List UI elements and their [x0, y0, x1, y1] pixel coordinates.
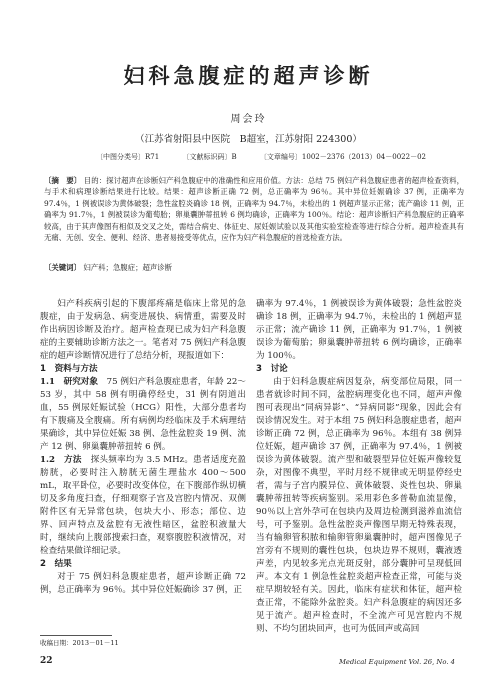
- body-paragraph: [256, 298, 462, 363]
- paragraph-text: 由于妇科急腹症病因复杂，病变部位局限，同一患者就诊时间不同，盆腔病理变化也不同，超声声像图可表现出“同病异影”、“异病同影”现象，因此会有误诊情况发生。对于本组 75 例妇科急腹症患者，超声诊断正确 72 例，总正确率为 96％。本组有 38 例异位妊娠，超声确诊 37 例，正确率为 97.4％，1 例被误诊为黄体破裂。流产型和破裂型异位妊娠声像较复杂，对图像不典型，平时月经不规律或无明显停经史者，需与子宫内膜异位、黄体破裂、炎性包块、卵巢囊肿蒂扭转等疾病鉴别。采用彩色多普勒血流显像，90％以上宫外孕可在包块内及周边检测到滋养血流信号，可予鉴别。急性盆腔炎声像图早期无特殊表现，当有输卵管积脓和输卵管卵巢囊肿时，超声图像见子宫旁有不规则的囊性包块，包块边界不规则，囊液透声差，内见较多光点光斑反射，部分囊肿可呈现低回声。本文有 1 例急性盆腔炎超声检查正常，可能与炎症早期较轻有关。因此，临床有症状和体征，超声检查正常，不能除外盆腔炎。妇产科急腹症的病因还多见于流产。超声检查时，不全流产可见宫腔内不规则、不均匀团块回声，也可为低回声或高回: [256, 377, 462, 634]
- body-column-left: [40, 298, 246, 597]
- footnote-divider: [40, 635, 112, 636]
- page-number: 22: [40, 656, 53, 666]
- author-affiliation: （江苏省射阳县中医院 B超室，江苏射阳 224300）: [135, 134, 362, 145]
- author-name: 周会玲: [230, 114, 267, 125]
- abstract-label: 〔摘 要〕: [44, 176, 82, 185]
- article-title: 妇科急腹症的超声诊断: [123, 64, 374, 88]
- keywords: [44, 262, 464, 273]
- received-date: 收稿日期：2013－01－11: [40, 639, 119, 647]
- body-paragraph: [40, 298, 246, 363]
- body-column-right: [256, 298, 462, 636]
- keywords-text: 妇产科；急腹症；超声诊断: [83, 263, 173, 272]
- section-heading: 1 资料与方法: [40, 364, 98, 374]
- abstract: [44, 175, 464, 243]
- subsection-heading: 1.2 方法: [40, 455, 82, 465]
- paragraph-text: 75 例妇产科急腹症患者，年龄 22～53 岁，其中 58 例有明确停经史，31 例有阴道出血，55 例尿妊娠试验（HCG）阳性，大部分患者均有下腹痛及全腹痛。所有病例均经临床及手术病理结果确诊，其中异位妊娠 38 例、急性盆腔炎 19 例、流产 12 例、卵巢囊肿蒂扭转 6 例。: [40, 377, 247, 452]
- body-paragraph: [40, 454, 246, 558]
- paragraph-text: 对于 75 例妇科急腹症患者，超声诊断正确 72 例，总正确率为 96％。其中异位妊娠确诊 37 例，正: [40, 572, 246, 595]
- paragraph-text: 探头频率均为 3.5 MHz。患者适度充盈膀胱，必要时注入膀胱无菌生理盐水 400～500 mL，取平卧位，必要时改变体位，在下腹部作纵切横切及多角度扫查，仔细观察子宫及宫腔内情况、双侧附件区有无异常包块，包块大小、形态；部位、边界、回声特点及盆腔有无液性暗区，盆腔积液量大时，继续向上腹部搜索扫查，观察腹腔积液情况，对检查结果做详细记录。: [40, 455, 246, 556]
- keywords-label: 〔关键词〕: [44, 263, 81, 272]
- journal-name: Medical Equipment Vol. 26, No. 4: [338, 658, 455, 666]
- abstract-text: 目的：探讨超声在诊断妇产科急腹症中的准确性和应用价值。方法：总结 75 例妇产科急腹症患者的超声检查资料，与手术和病理诊断结果进行比较。结果：超声诊断正确 72 例，总正确率为 96％。其中异位妊娠确诊 37 例，正确率为 97.4％，1 例被误诊为黄体破裂；急性盆腔炎确诊 18 例，正确率为 94.7％，未检出的 1 例超声显示正常；流产确诊 11 例，正确率为 91.7％，1 例被误诊为葡萄胎；卵巢囊肿蒂扭转 6 例均确诊，正确率为 100％。结论：超声诊断妇产科急腹症的正确率较高，由于其声像图有相似及交叉之处，需结合病史、体征史、尿妊娠试验以及其他实验室检查等进行综合分析。超声检查具有无痛、无创、安全、便利、经济、患者易接受等优点，应作为妇产科急腹症的首选检查方法。: [44, 176, 464, 243]
- paragraph-text: 妇产科疾病引起的下腹部疼痛是临床上常见的急腹症，由于发病急、病变进展快、病情重，需要及时作出病因诊断及治疗。超声检查现已成为妇产科急腹症的主要辅助诊断方法之一。笔者对 75 例妇产科急腹症的超声诊断情况进行了总结分析，现报道如下：: [40, 299, 246, 361]
- body-paragraph: [40, 376, 246, 454]
- body-paragraph: [256, 376, 462, 636]
- body-paragraph: [40, 571, 246, 597]
- article-code: 〔文章编号〕1002－2376（2013）04－0022－02: [259, 153, 426, 161]
- paragraph-text: 确率为 97.4％，1 例被误诊为黄体破裂；急性盆腔炎确诊 18 例，正确率为 94.7％，未检出的 1 例超声显示正常；流产确诊 11 例，正确率为 91.7％，1 例被误诊为葡萄胎；卵巢囊肿蒂扭转 6 例均确诊，正确率为 100％。: [256, 299, 462, 361]
- doc-code: 〔文献标识码〕B: [182, 153, 237, 161]
- class-code: 〔中图分类号〕R71: [96, 153, 160, 161]
- section-heading: 2 结果: [40, 559, 72, 569]
- section-heading: 3 讨论: [256, 364, 288, 374]
- classification-codes: [96, 152, 426, 162]
- subsection-heading: 1.1 研究对象: [40, 377, 99, 387]
